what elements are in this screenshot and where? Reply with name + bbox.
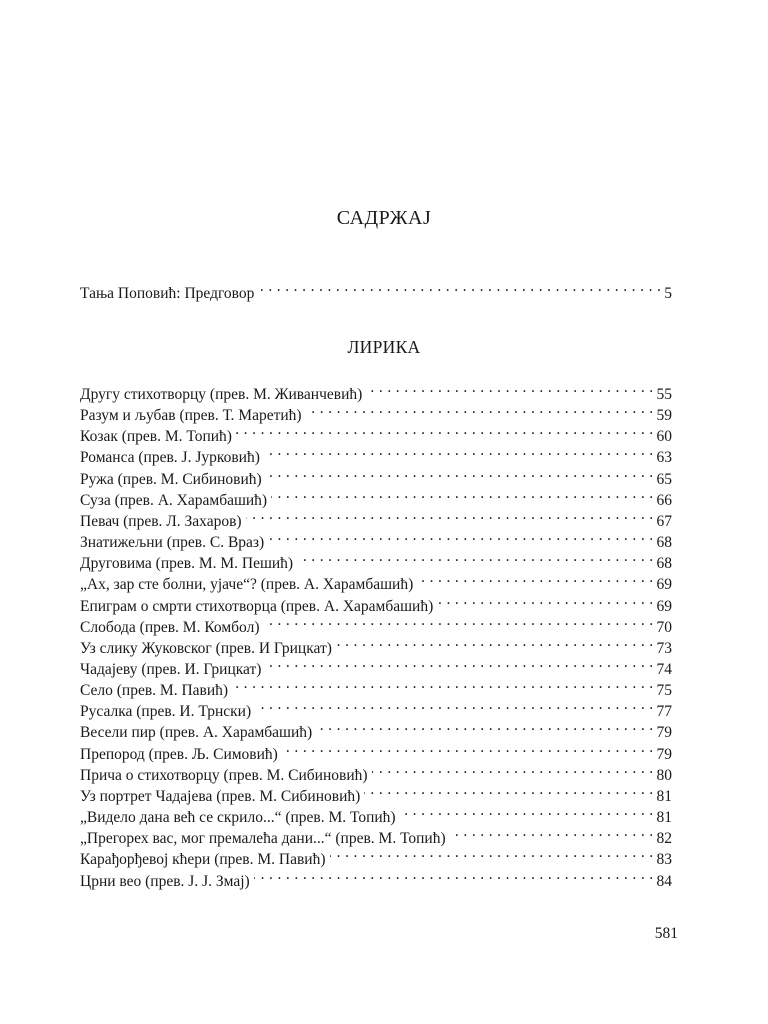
toc-page-number: 68 — [656, 534, 672, 551]
toc-leader-dots — [330, 842, 654, 864]
toc-entry — [80, 779, 672, 805]
toc-entry-text: Русалка (прев. И. Трнски) — [80, 703, 252, 721]
toc-entry-text: Слобода (прев. М. Комбол) — [80, 618, 260, 636]
toc-leader-dots — [364, 779, 653, 801]
toc-entry-text: Препород (прев. Љ. Симовић) — [80, 745, 278, 763]
toc-page-number: 70 — [656, 618, 672, 636]
toc-page-number: 74 — [656, 661, 672, 678]
toc-entry-text: Весели пир (прев. А. Харамбашић) — [80, 724, 313, 742]
toc-leader-dots — [282, 737, 654, 759]
toc-page-number: 68 — [656, 555, 672, 573]
toc-entry-text: Чадајеву (прев. И. Грицкат) — [80, 661, 262, 678]
toc-page-number: 63 — [656, 449, 672, 467]
toc-leader-dots — [306, 398, 654, 420]
toc-entry — [80, 546, 672, 573]
toc-entry — [80, 462, 672, 488]
toc-entry — [80, 652, 672, 678]
toc-leader-dots — [366, 377, 653, 399]
toc-entry-text: Суза (прев. А. Харамбашић) — [80, 491, 268, 509]
toc-leader-dots — [258, 276, 661, 298]
toc-entry-text: Црни вео (прев. Ј. Ј. Змај) — [80, 872, 250, 890]
toc-leader-dots — [316, 715, 653, 737]
toc-page-number: 75 — [656, 682, 672, 700]
toc-entry — [80, 758, 672, 784]
toc-entry — [80, 567, 672, 594]
toc-leader-dots — [246, 504, 654, 526]
toc-page-number: 82 — [656, 830, 672, 848]
toc-leader-dots — [232, 673, 653, 695]
toc-entry — [80, 504, 672, 530]
toc-entry — [80, 483, 672, 509]
toc-entry-text: Козак (прев. М. Топић) — [80, 428, 232, 446]
toc-entry — [80, 715, 672, 742]
toc-leader-dots — [400, 800, 654, 822]
toc-entry-text: „Видело дана већ се скрило...“ (прев. М. Топић) — [80, 809, 396, 826]
toc-page-number: 55 — [656, 386, 672, 403]
toc-page-number: 5 — [664, 285, 672, 302]
toc-entry — [80, 589, 672, 615]
toc-page-number: 69 — [656, 597, 672, 615]
toc-entry-text: „Прегорех вас, мог премалећа дани...“ (прев. М. Топић) — [80, 830, 446, 848]
toc-leader-dots — [255, 694, 653, 716]
toc-entry-text: Разум и љубав (прев. Т. Маретић) — [80, 407, 302, 425]
toc-entry-text: Прича о стихотворцу (прев. М. Сибиновић) — [80, 766, 368, 784]
toc-entry — [80, 610, 672, 636]
page-number: 581 — [654, 925, 678, 942]
toc-entry — [80, 377, 672, 403]
toc-leader-dots — [265, 652, 653, 674]
section-title: ЛИРИКА — [347, 337, 421, 357]
toc-page-number: 67 — [656, 512, 672, 530]
toc-page-number: 66 — [656, 491, 672, 509]
toc-leader-dots — [236, 419, 654, 441]
toc-entry-text: „Ах, зар сте болни, ујаче“? (прев. А. Харамбашић) — [80, 576, 414, 594]
toc-entry — [80, 398, 672, 425]
toc-entry-text: Епиграм о смрти стихотворца (прев. А. Харамбашић) — [80, 597, 434, 615]
toc-leader-dots — [271, 483, 653, 505]
toc-entry — [80, 631, 672, 657]
toc-entry-text: Друговима (прев. М. М. Пешић) — [80, 555, 294, 573]
toc-page-number: 69 — [656, 576, 672, 594]
toc-page-number: 60 — [656, 428, 672, 446]
toc-entry — [80, 737, 672, 763]
toc-entry-preface — [80, 276, 672, 302]
toc-page-number: 81 — [656, 787, 672, 805]
toc-entry — [80, 842, 672, 869]
toc-leader-dots — [437, 589, 653, 611]
toc-leader-dots — [297, 546, 653, 568]
toc-page-number: 73 — [656, 639, 672, 657]
toc-leader-dots — [264, 610, 654, 632]
toc-page-number: 81 — [656, 809, 672, 826]
toc-entry — [80, 440, 672, 467]
toc-leader-dots — [264, 440, 654, 462]
toc-entry-text: Село (прев. М. Павић) — [80, 682, 229, 700]
toc-entry-text: Уз портрет Чадајева (прев. М. Сибиновић) — [80, 787, 361, 805]
toc-entry-text: Уз слику Жуковског (прев. И Грицкат) — [80, 639, 332, 657]
toc-leader-dots — [372, 758, 654, 780]
toc-page-number: 84 — [656, 872, 672, 890]
toc-leader-dots — [266, 462, 654, 484]
toc-entry-text: Другу стихотворцу (прев. М. Живанчевић) — [80, 386, 363, 403]
toc-page-number: 65 — [656, 470, 672, 488]
toc-leader-dots — [450, 821, 654, 843]
toc-leader-dots — [254, 864, 654, 886]
toc-entry-text: Певач (прев. Л. Захаров) — [80, 512, 242, 530]
toc-entry-text: Знатижељни (прев. С. Враз) — [80, 534, 265, 551]
toc-entry-text: Романса (прев. Ј. Јурковић) — [80, 449, 260, 467]
toc-page-number: 80 — [656, 766, 672, 784]
toc-entry — [80, 419, 672, 446]
toc-entry-text: Ружа (прев. М. Сибиновић) — [80, 470, 262, 488]
toc-entry-text: Тања Поповић: Предговор — [80, 285, 255, 302]
toc-entry — [80, 673, 672, 700]
toc-entry — [80, 694, 672, 721]
toc-leader-dots — [336, 631, 654, 653]
toc-entry — [80, 821, 672, 848]
toc-page-number: 79 — [656, 745, 672, 763]
toc-page-number: 83 — [656, 851, 672, 869]
toc-entry — [80, 864, 672, 890]
toc-leader-dots — [268, 525, 653, 547]
toc-page-number: 59 — [656, 407, 672, 425]
toc-page-number: 77 — [656, 703, 672, 721]
toc-entry — [80, 525, 672, 551]
page-title: САДРЖАЈ — [336, 207, 432, 229]
toc-leader-dots — [417, 567, 653, 589]
toc-entry — [80, 800, 672, 826]
toc-entry-text: Карађорђевој кћери (прев. М. Павић) — [80, 851, 326, 869]
toc-page-number: 79 — [656, 724, 672, 742]
